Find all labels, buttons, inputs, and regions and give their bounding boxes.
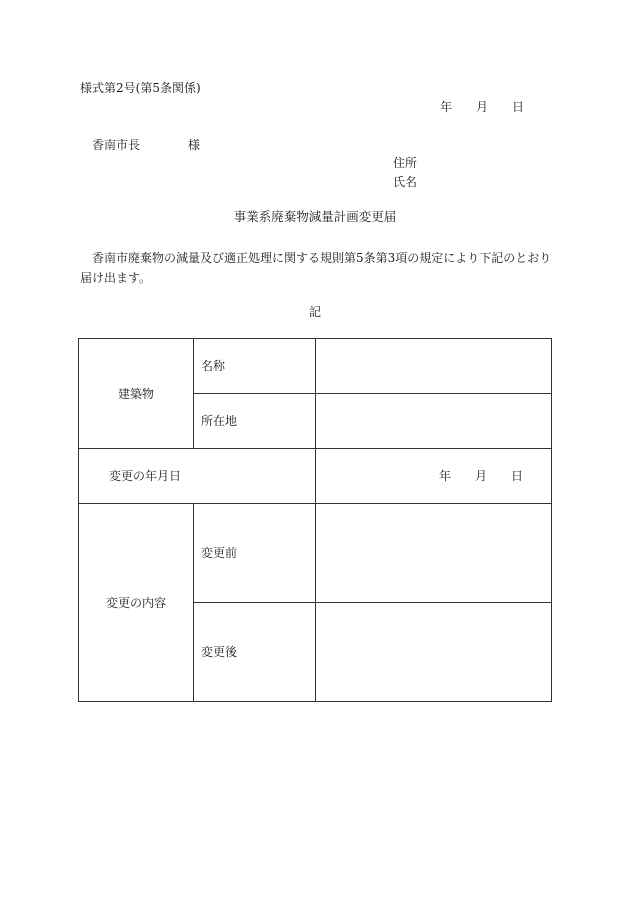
change-date-label: 変更の年月日	[109, 469, 182, 483]
addressee-name: 香南市長	[92, 138, 141, 152]
change-date-year-label: 年	[438, 469, 451, 483]
building-name-label-cell	[194, 339, 316, 394]
building-label: 建築物	[117, 386, 154, 401]
building-label-cell	[79, 339, 194, 449]
applicant-address-label: 住所	[393, 156, 418, 170]
change-after-label: 変更後	[201, 645, 238, 659]
body-paragraph: 香南市廃棄物の減量及び適正処理に関する規則第5条第3項の規定により下記のとおり届け出ます。	[80, 251, 552, 285]
form-number: 様式第2号(第5条関係)	[80, 81, 201, 95]
change-after-value[interactable]	[316, 603, 552, 702]
addressee	[92, 138, 200, 152]
document-title: 事業系廃棄物減量計画変更届	[233, 209, 397, 224]
table-row	[79, 504, 552, 603]
change-date-label-cell	[79, 449, 316, 504]
form-table	[78, 338, 552, 702]
change-before-label-cell	[194, 504, 316, 603]
table-row	[79, 449, 552, 504]
building-name-label: 名称	[201, 359, 226, 373]
applicant-name-label: 氏名	[393, 175, 418, 189]
building-location-label-cell	[194, 394, 316, 449]
date-day-label: 日	[512, 100, 525, 114]
building-location-value[interactable]	[316, 394, 552, 449]
submission-date	[440, 100, 524, 114]
addressee-honorific: 様	[188, 138, 201, 152]
change-content-label-cell	[79, 504, 194, 702]
change-date-month-label: 月	[474, 469, 487, 483]
building-location-label: 所在地	[201, 414, 238, 428]
change-content-label: 変更の内容	[105, 595, 166, 610]
change-before-label: 変更前	[201, 546, 238, 560]
change-date-day-label: 日	[510, 469, 523, 483]
change-date-value[interactable]	[316, 449, 552, 504]
ki-heading: 記	[308, 305, 321, 319]
date-year-label: 年	[440, 100, 453, 114]
building-name-value[interactable]	[316, 339, 552, 394]
change-before-value[interactable]	[316, 504, 552, 603]
table-row	[79, 339, 552, 394]
change-after-label-cell	[194, 603, 316, 702]
date-month-label: 月	[476, 100, 489, 114]
